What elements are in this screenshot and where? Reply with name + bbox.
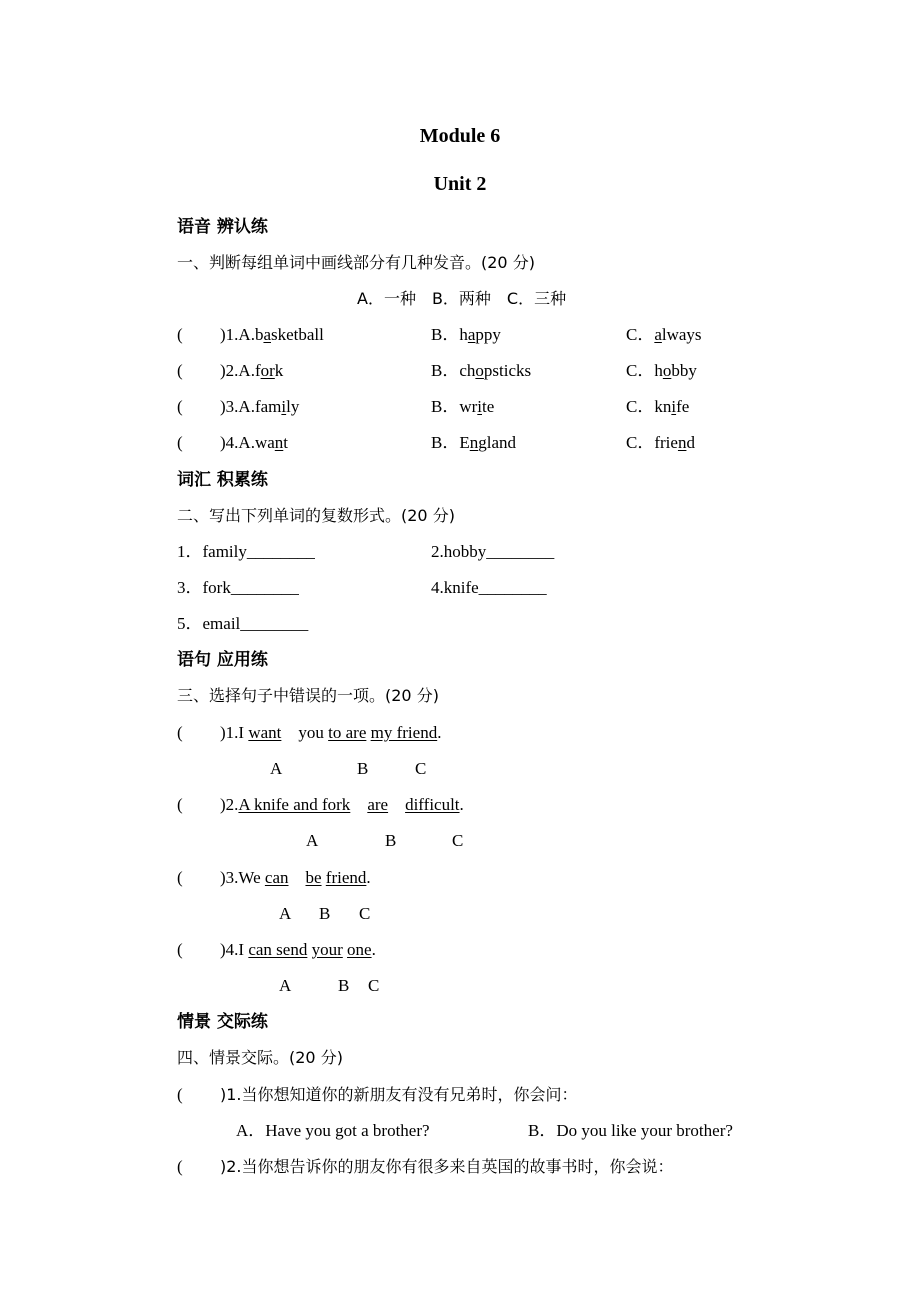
plural-item-5: 5．email________ (177, 614, 309, 633)
underlined-part-a: can (264, 868, 289, 887)
label-c: C (359, 904, 371, 923)
q1-item-1-b (431, 324, 501, 346)
answer-paren-open: ( (177, 940, 183, 959)
underlined-letters: n (274, 433, 284, 452)
underlined-part-c: friend (325, 868, 367, 887)
underlined-part-a: want (248, 723, 282, 742)
text: . (366, 868, 371, 887)
q1-item-4-b (431, 432, 516, 454)
underlined-letters: n (469, 433, 479, 452)
plural-item-4: 4.knife________ (431, 578, 547, 597)
answer-paren-open: ( (177, 325, 183, 344)
text: gland (478, 433, 517, 452)
section-heading-phonics: 语音 辨认练 (177, 217, 268, 237)
text: 2. (225, 795, 239, 814)
underlined-letters: o (475, 361, 484, 380)
text: . (437, 723, 442, 742)
text: k (274, 361, 284, 380)
answer-paren-close: ) (220, 868, 226, 887)
label-c: C (415, 759, 427, 778)
answer-paren-open: ( (177, 1085, 183, 1104)
text: B．E (431, 433, 470, 452)
answer-paren-close: ) (220, 1085, 227, 1104)
answer-paren-open: ( (177, 868, 183, 887)
answer-paren-open: ( (177, 1157, 183, 1176)
answer-paren-close: ) (220, 723, 226, 742)
underlined-letters: a (263, 325, 271, 344)
question-2-title: 二、写出下列单词的复数形式。(20 分) (177, 506, 455, 525)
underlined-letters: i (477, 397, 483, 416)
text: you (281, 723, 329, 742)
option-b: B．Do you like your brother? (528, 1121, 733, 1140)
section-heading-situational: 情景 交际练 (177, 1012, 268, 1032)
underlined-part-c: difficult (405, 795, 460, 814)
text: d (686, 433, 695, 452)
underlined-letters: a (654, 325, 662, 344)
question-1-title: 一、判断每组单词中画线部分有几种发音。(20 分) (177, 253, 535, 272)
text: 3.A.fam (225, 397, 282, 416)
situation-text (220, 1156, 674, 1178)
text: C．kn (626, 397, 672, 416)
underlined-part-c: my friend (370, 723, 438, 742)
text (388, 795, 405, 814)
answer-paren-close: ) (220, 325, 226, 344)
text: ly (286, 397, 300, 416)
answer-paren-close: ) (220, 795, 226, 814)
answer-paren-open: ( (177, 397, 183, 416)
underlined-letters: i (281, 397, 287, 416)
option-a: A．Have you got a brother? (236, 1121, 430, 1140)
answer-paren-open: ( (177, 795, 183, 814)
section-heading-sentences: 语句 应用练 (177, 650, 268, 670)
text: C． (626, 325, 655, 344)
label-b: B (338, 976, 350, 995)
q1-item-4-c (626, 432, 695, 454)
text: 2.当你想告诉你的朋友你有很多来自英国的故事书时，你会说： (226, 1157, 674, 1176)
situation-text (220, 1084, 578, 1106)
text: . (371, 940, 376, 959)
sentence-text (220, 722, 441, 744)
text: ppy (475, 325, 501, 344)
label-c: C (452, 831, 464, 850)
text: . (459, 795, 464, 814)
question-3-title: 三、选择句子中错误的一项。(20 分) (177, 686, 439, 705)
underlined-part-b: be (305, 868, 322, 887)
underlined-letters: i (671, 397, 677, 416)
text: B．h (431, 325, 468, 344)
text: 2.A.f (225, 361, 261, 380)
label-b: B (319, 904, 331, 923)
q1-item-2-a (220, 360, 283, 382)
answer-paren-close: ) (220, 397, 226, 416)
underlined-part-a: A knife and fork (238, 795, 351, 814)
underlined-part-b: to are (328, 723, 367, 742)
text: psticks (483, 361, 532, 380)
answer-paren-close: ) (220, 433, 226, 452)
underlined-letters: o (662, 361, 672, 380)
plural-item-1: 1．family________ (177, 542, 315, 561)
section-heading-vocabulary: 词汇 积累练 (177, 470, 268, 490)
underlined-letters: a (467, 325, 476, 344)
q1-item-1-a (220, 324, 324, 346)
label-a: A (279, 976, 292, 995)
sentence-text (220, 867, 371, 889)
text: sketball (271, 325, 324, 344)
text: t (283, 433, 289, 452)
text: B．wr (431, 397, 478, 416)
label-a: A (279, 904, 292, 923)
text (350, 795, 367, 814)
answer-paren-close: ) (220, 361, 226, 380)
text: te (482, 397, 495, 416)
underlined-letters: or (260, 361, 275, 380)
label-c: C (368, 976, 380, 995)
text: 1.A.b (225, 325, 264, 344)
underlined-part-b: are (367, 795, 389, 814)
page-title: Module 6 (419, 125, 501, 147)
text: C．frie (626, 433, 678, 452)
underlined-letters: n (677, 433, 687, 452)
q1-item-1-c (626, 324, 702, 346)
text: 1.当你想知道你的新朋友有没有兄弟时，你会问： (226, 1085, 578, 1104)
plural-item-3: 3．fork________ (177, 578, 299, 597)
text (289, 868, 306, 887)
underlined-part-a: can send (248, 940, 308, 959)
q1-item-2-b (431, 360, 531, 382)
answer-paren-close: ) (220, 1157, 227, 1176)
answer-paren-open: ( (177, 723, 183, 742)
plural-item-2: 2.hobby________ (431, 542, 555, 561)
text: fe (676, 397, 690, 416)
answer-paren-close: ) (220, 940, 226, 959)
q1-item-2-c (626, 360, 697, 382)
q1-item-3-b (431, 396, 494, 418)
q1-item-3-c (626, 396, 689, 418)
underlined-part-b: your (311, 940, 343, 959)
answer-paren-open: ( (177, 433, 183, 452)
text: 3.We (225, 868, 265, 887)
text: C．h (626, 361, 663, 380)
question-4-title: 四、情景交际。(20 分) (177, 1048, 343, 1067)
question-1-options: A．一种 B．两种 C．三种 (357, 289, 567, 308)
label-b: B (385, 831, 397, 850)
text: bby (671, 361, 697, 380)
page-subtitle: Unit 2 (433, 173, 487, 195)
text: 1.I (225, 723, 249, 742)
text: lways (661, 325, 702, 344)
sentence-text (220, 794, 464, 816)
label-b: B (357, 759, 369, 778)
sentence-text (220, 939, 376, 961)
underlined-part-c: one (347, 940, 372, 959)
label-a: A (306, 831, 319, 850)
answer-paren-open: ( (177, 361, 183, 380)
text: B．ch (431, 361, 476, 380)
q1-item-3-a (220, 396, 299, 418)
label-a: A (270, 759, 283, 778)
text: 4.I (225, 940, 249, 959)
q1-item-4-a (220, 432, 288, 454)
text: 4.A.wa (225, 433, 275, 452)
